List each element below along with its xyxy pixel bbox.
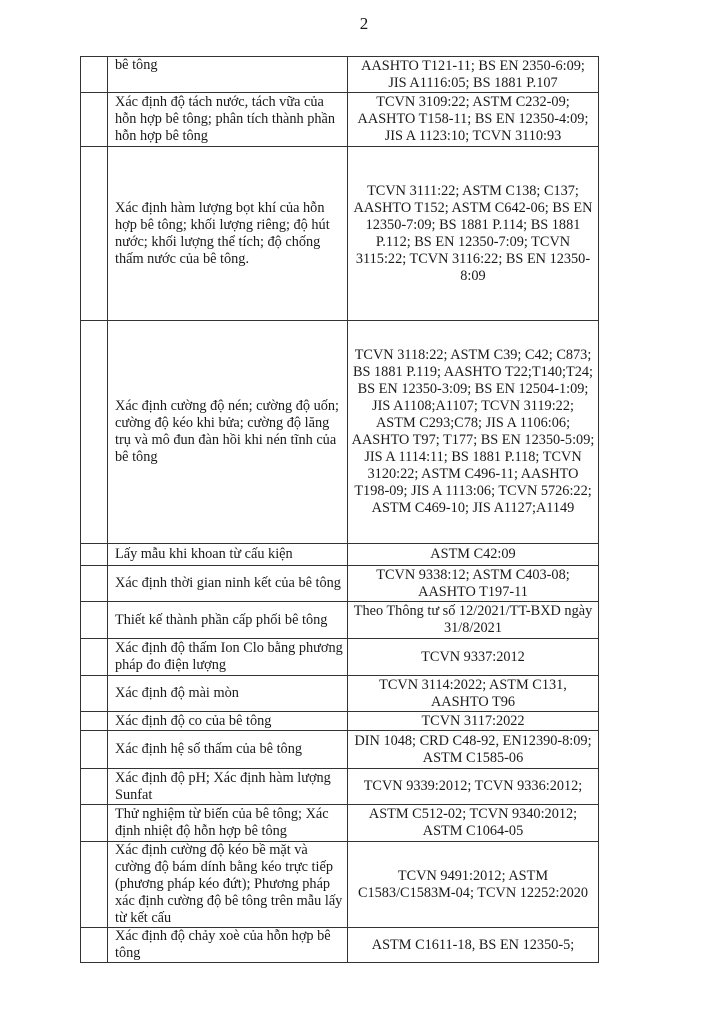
standard-cell: TCVN 3111:22; ASTM C138; C137; AASHTO T152; ASTM C642-06; BS EN 12350-7:09; BS 1881 P.114; BS 1881 P.112; BS EN 12350-7:09; TCVN 3115:22; TCVN 3116:22; BS EN 12350-8:09 xyxy=(348,147,599,321)
test-name-cell: Xác định thời gian ninh kết của bê tông xyxy=(108,566,348,602)
index-cell xyxy=(81,147,108,321)
index-cell xyxy=(81,842,108,928)
standard-cell: TCVN 3118:22; ASTM C39; C42; C873; BS 1881 P.119; AASHTO T22;T140;T24; BS EN 12350-3:09; BS EN 12504-1:09; JIS A1108;A1107; TCVN 3119:22; ASTM C293;C78; JIS A 1106:06; AASHTO T97; T177; BS EN 12350-5:09; JIS A 1114:11; BS 1881 P.118; TCVN 3120:22; ASTM C496-11; AASHTO T198-09; JIS A 1113:06; TCVN 5726:22; ASTM C469-10; JIS A1127;A1149 xyxy=(348,321,599,544)
standard-cell: TCVN 3109:22; ASTM C232-09; AASHTO T158-11; BS EN 12350-4:09; JIS A 1123:10; TCVN 3110:93 xyxy=(348,93,599,147)
standard-cell: Theo Thông tư số 12/2021/TT-BXD ngày 31/8/2021 xyxy=(348,602,599,639)
test-name-cell: Xác định độ thấm Ion Clo bằng phương pháp đo điện lượng xyxy=(108,639,348,676)
index-cell xyxy=(81,712,108,731)
table-row xyxy=(81,639,599,676)
index-cell xyxy=(81,769,108,805)
test-name-cell: Xác định cường độ nén; cường độ uốn; cường độ kéo khi bửa; cường độ lăng trụ và mô đun đàn hồi khi nén tĩnh của bê tông xyxy=(108,321,348,544)
standard-cell: TCVN 3117:2022 xyxy=(348,712,599,731)
standard-cell: ASTM C1611-18, BS EN 12350-5; xyxy=(348,928,599,963)
table-row xyxy=(81,842,599,928)
test-name-cell: Xác định độ pH; Xác định hàm lượng Sunfat xyxy=(108,769,348,805)
table-row xyxy=(81,769,599,805)
index-cell xyxy=(81,805,108,842)
test-name-cell: Lấy mẫu khi khoan từ cấu kiện xyxy=(108,544,348,566)
test-name-cell: Xác định cường độ kéo bề mặt và cường độ bám dính bằng kéo trực tiếp (phương pháp kéo đứt); Phương pháp xác định cường độ bê tông trên mẫu lấy từ kết cấu xyxy=(108,842,348,928)
test-name-cell: bê tông xyxy=(108,57,348,93)
test-name-cell: Thử nghiệm từ biến của bê tông; Xác định nhiệt độ hỗn hợp bê tông xyxy=(108,805,348,842)
standard-cell: ASTM C512-02; TCVN 9340:2012; ASTM C1064-05 xyxy=(348,805,599,842)
test-name-cell: Xác định hàm lượng bọt khí của hỗn hợp bê tông; khối lượng riêng; độ hút nước; khối lượng thể tích; độ chống thấm nước của bê tông. xyxy=(108,147,348,321)
test-name-cell: Xác định độ tách nước, tách vữa của hỗn hợp bê tông; phân tích thành phần hỗn hợp bê tông xyxy=(108,93,348,147)
standard-cell: TCVN 3114:2022; ASTM C131, AASHTO T96 xyxy=(348,676,599,712)
standard-cell: TCVN 9339:2012; TCVN 9336:2012; xyxy=(348,769,599,805)
standard-cell: ASTM C42:09 xyxy=(348,544,599,566)
table-row xyxy=(81,676,599,712)
test-name-cell: Thiết kế thành phần cấp phối bê tông xyxy=(108,602,348,639)
test-name-cell: Xác định hệ số thấm của bê tông xyxy=(108,731,348,769)
standard-cell: DIN 1048; CRD C48-92, EN12390-8:09; ASTM C1585-06 xyxy=(348,731,599,769)
standard-cell: TCVN 9337:2012 xyxy=(348,639,599,676)
index-cell xyxy=(81,731,108,769)
table-row xyxy=(81,805,599,842)
table-row xyxy=(81,602,599,639)
table-row xyxy=(81,544,599,566)
index-cell xyxy=(81,321,108,544)
table-row xyxy=(81,147,599,321)
index-cell xyxy=(81,566,108,602)
table-row xyxy=(81,93,599,147)
test-standards-table xyxy=(80,56,599,963)
index-cell xyxy=(81,544,108,566)
standard-cell: TCVN 9338:12; ASTM C403-08; AASHTO T197-11 xyxy=(348,566,599,602)
test-name-cell: Xác định độ chảy xoè của hỗn hợp bê tông xyxy=(108,928,348,963)
index-cell xyxy=(81,93,108,147)
standard-cell: TCVN 9491:2012; ASTM C1583/C1583M-04; TCVN 12252:2020 xyxy=(348,842,599,928)
standard-cell: AASHTO T121-11; BS EN 2350-6:09; JIS A1116:05; BS 1881 P.107 xyxy=(348,57,599,93)
test-name-cell: Xác định độ mài mòn xyxy=(108,676,348,712)
page-number: 2 xyxy=(359,14,369,33)
table-row xyxy=(81,928,599,963)
table-row xyxy=(81,712,599,731)
index-cell xyxy=(81,57,108,93)
table-row xyxy=(81,321,599,544)
table-row xyxy=(81,566,599,602)
table-row xyxy=(81,731,599,769)
index-cell xyxy=(81,928,108,963)
test-name-cell: Xác định độ co của bê tông xyxy=(108,712,348,731)
index-cell xyxy=(81,602,108,639)
index-cell xyxy=(81,676,108,712)
index-cell xyxy=(81,639,108,676)
table-row xyxy=(81,57,599,93)
